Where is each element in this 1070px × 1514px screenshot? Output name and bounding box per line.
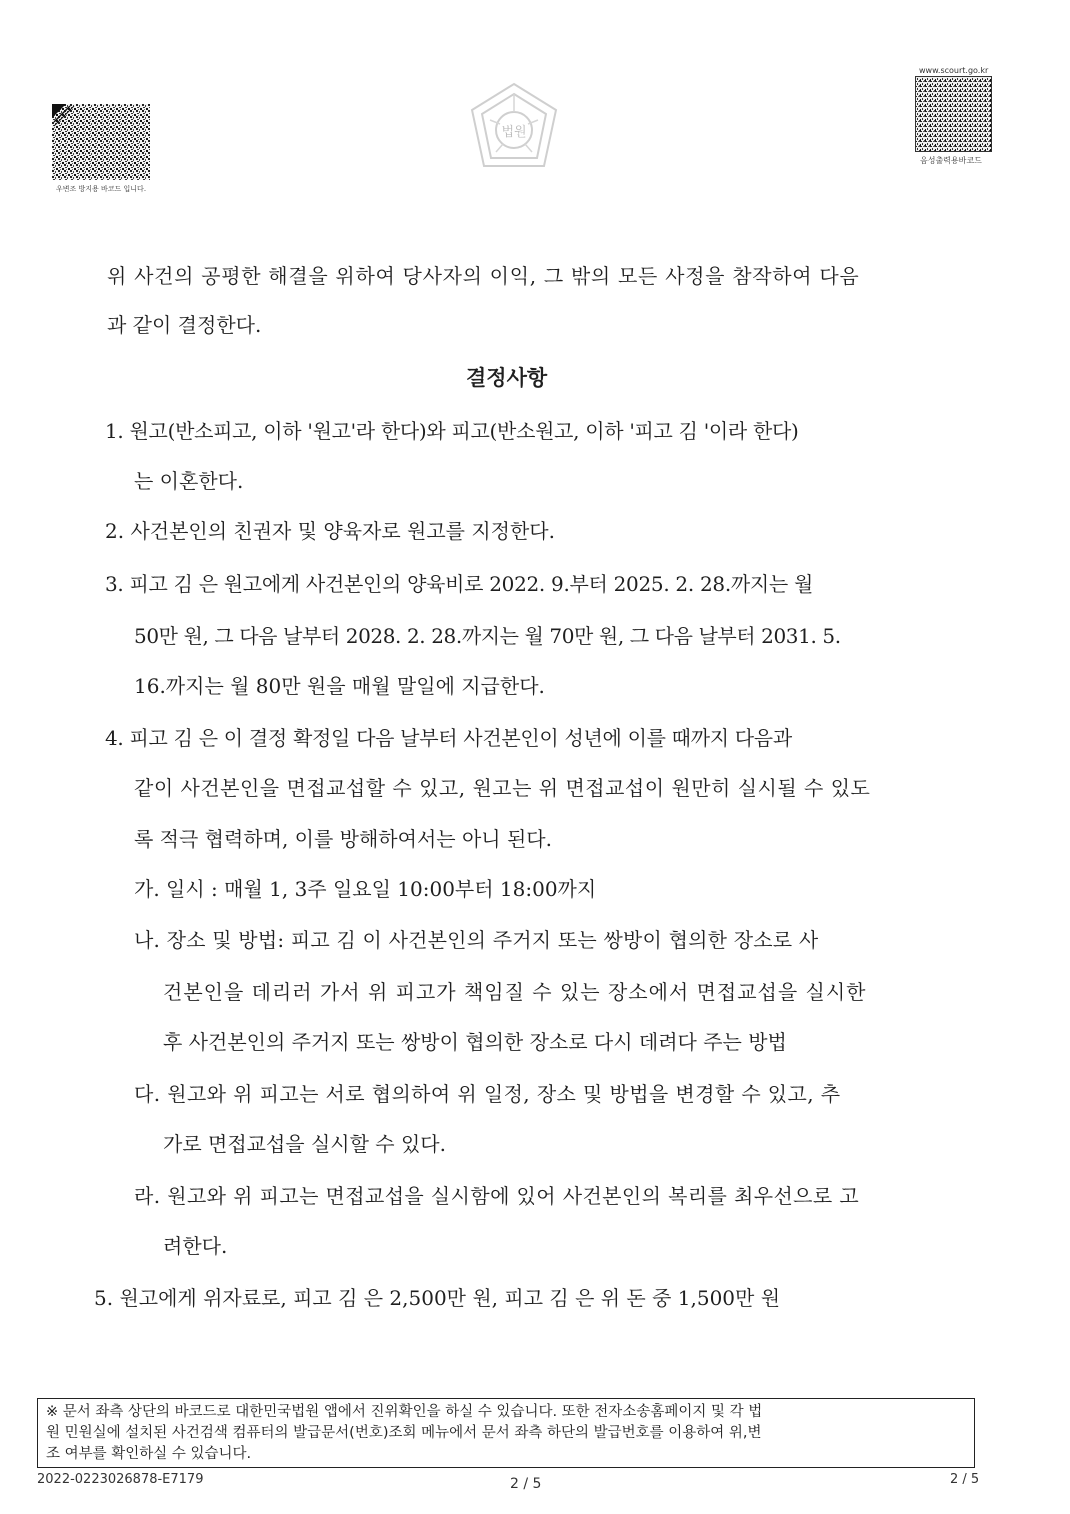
decision-item-4: 4. 피고 김 은 이 결정 확정일 다음 날부터 사건본인이 성년에 이를 때까지 다음과 <box>105 726 792 750</box>
authentication-barcode-left <box>52 104 150 180</box>
decision-item-3-cont: 16.까지는 월 80만 원을 매월 말일에 지급한다. <box>134 674 545 698</box>
verification-notice-box <box>37 1398 975 1468</box>
intro-text-line: 과 같이 결정한다. <box>107 313 262 337</box>
issue-number: 2022-0223026878-E7179 <box>37 1472 204 1487</box>
decision-item-5: 5. 원고에게 위자료로, 피고 김 은 2,500만 원, 피고 김 은 위 돈 중 1,500만 원 <box>94 1286 781 1310</box>
sub-item-ga: 가. 일시 : 매월 1, 3주 일요일 10:00부터 18:00까지 <box>134 877 597 901</box>
notice-line: 조 여부를 확인하실 수 있습니다. <box>46 1446 252 1462</box>
sub-item-ra: 라. 원고와 위 피고는 면접교섭을 실시함에 있어 사건본인의 복리를 최우선으로 고 <box>134 1184 860 1208</box>
decision-item-2: 2. 사건본인의 친권자 및 양육자로 원고를 지정한다. <box>105 519 555 543</box>
court-seal-text: 법원 <box>501 125 527 140</box>
sub-item-da: 다. 원고와 위 피고는 서로 협의하여 위 일정, 장소 및 방법을 변경할 수 있고, 추 <box>134 1082 841 1106</box>
court-seal-watermark <box>466 80 562 176</box>
sub-item-na: 나. 장소 및 방법: 피고 김 이 사건본인의 주거지 또는 쌍방이 협의한 장소로 사 <box>134 928 819 952</box>
sub-item-ra-cont: 려한다. <box>163 1234 228 1258</box>
decision-item-1: 1. 원고(반소피고, 이하 '원고'라 한다)와 피고(반소원고, 이하 '피고 김 '이라 한다) <box>105 419 799 443</box>
decision-item-3-cont: 50만 원, 그 다음 날부터 2028. 2. 28.까지는 월 70만 원, 그 다음 날부터 2031. 5. <box>134 624 841 648</box>
barcode-left-caption: 우변조 방지용 바코드 입니다. <box>56 185 147 193</box>
court-website-url: www.scourt.go.kr <box>919 66 989 75</box>
decision-item-4-cont: 같이 사건본인을 면접교섭할 수 있고, 원고는 위 면접교섭이 원만히 실시될 수 있도 <box>134 776 871 800</box>
sub-item-na-cont: 후 사건본인의 주거지 또는 쌍방이 협의한 장소로 다시 데려다 주는 방법 <box>163 1030 787 1054</box>
page-number-center: 2 / 5 <box>510 1476 542 1492</box>
page-number-right: 2 / 5 <box>950 1472 980 1487</box>
decision-item-1-cont: 는 이혼한다. <box>134 469 244 493</box>
intro-text-line: 위 사건의 공평한 해결을 위하여 당사자의 이익, 그 밖의 모든 사정을 참작하여 다음 <box>107 264 860 288</box>
section-title: 결정사항 <box>466 366 548 390</box>
decision-item-3: 3. 피고 김 은 원고에게 사건본인의 양육비로 2022. 9.부터 2025. 2. 28.까지는 월 <box>105 572 814 596</box>
barcode-graphic <box>52 104 150 180</box>
audio-output-barcode <box>915 76 992 152</box>
barcode-graphic <box>915 76 992 152</box>
decision-item-4-cont: 록 적극 협력하며, 이를 방해하여서는 아니 된다. <box>134 827 552 851</box>
sub-item-da-cont: 가로 면접교섭을 실시할 수 있다. <box>163 1132 446 1156</box>
notice-line: 원 민원실에 설치된 사건검색 컴퓨터의 발급문서(번호)조회 메뉴에서 문서 좌측 하단의 발급번호를 이용하여 위,변 <box>46 1425 762 1441</box>
sub-item-na-cont: 건본인을 데리러 가서 위 피고가 책임질 수 있는 장소에서 면접교섭을 실시한 <box>163 980 867 1004</box>
notice-line: ※ 문서 좌측 상단의 바코드로 대한민국법원 앱에서 진위확인을 하실 수 있습니다. 또한 전자소송홈페이지 및 각 법 <box>46 1404 763 1420</box>
barcode-right-caption: 음성출력용바코드 <box>920 156 982 165</box>
